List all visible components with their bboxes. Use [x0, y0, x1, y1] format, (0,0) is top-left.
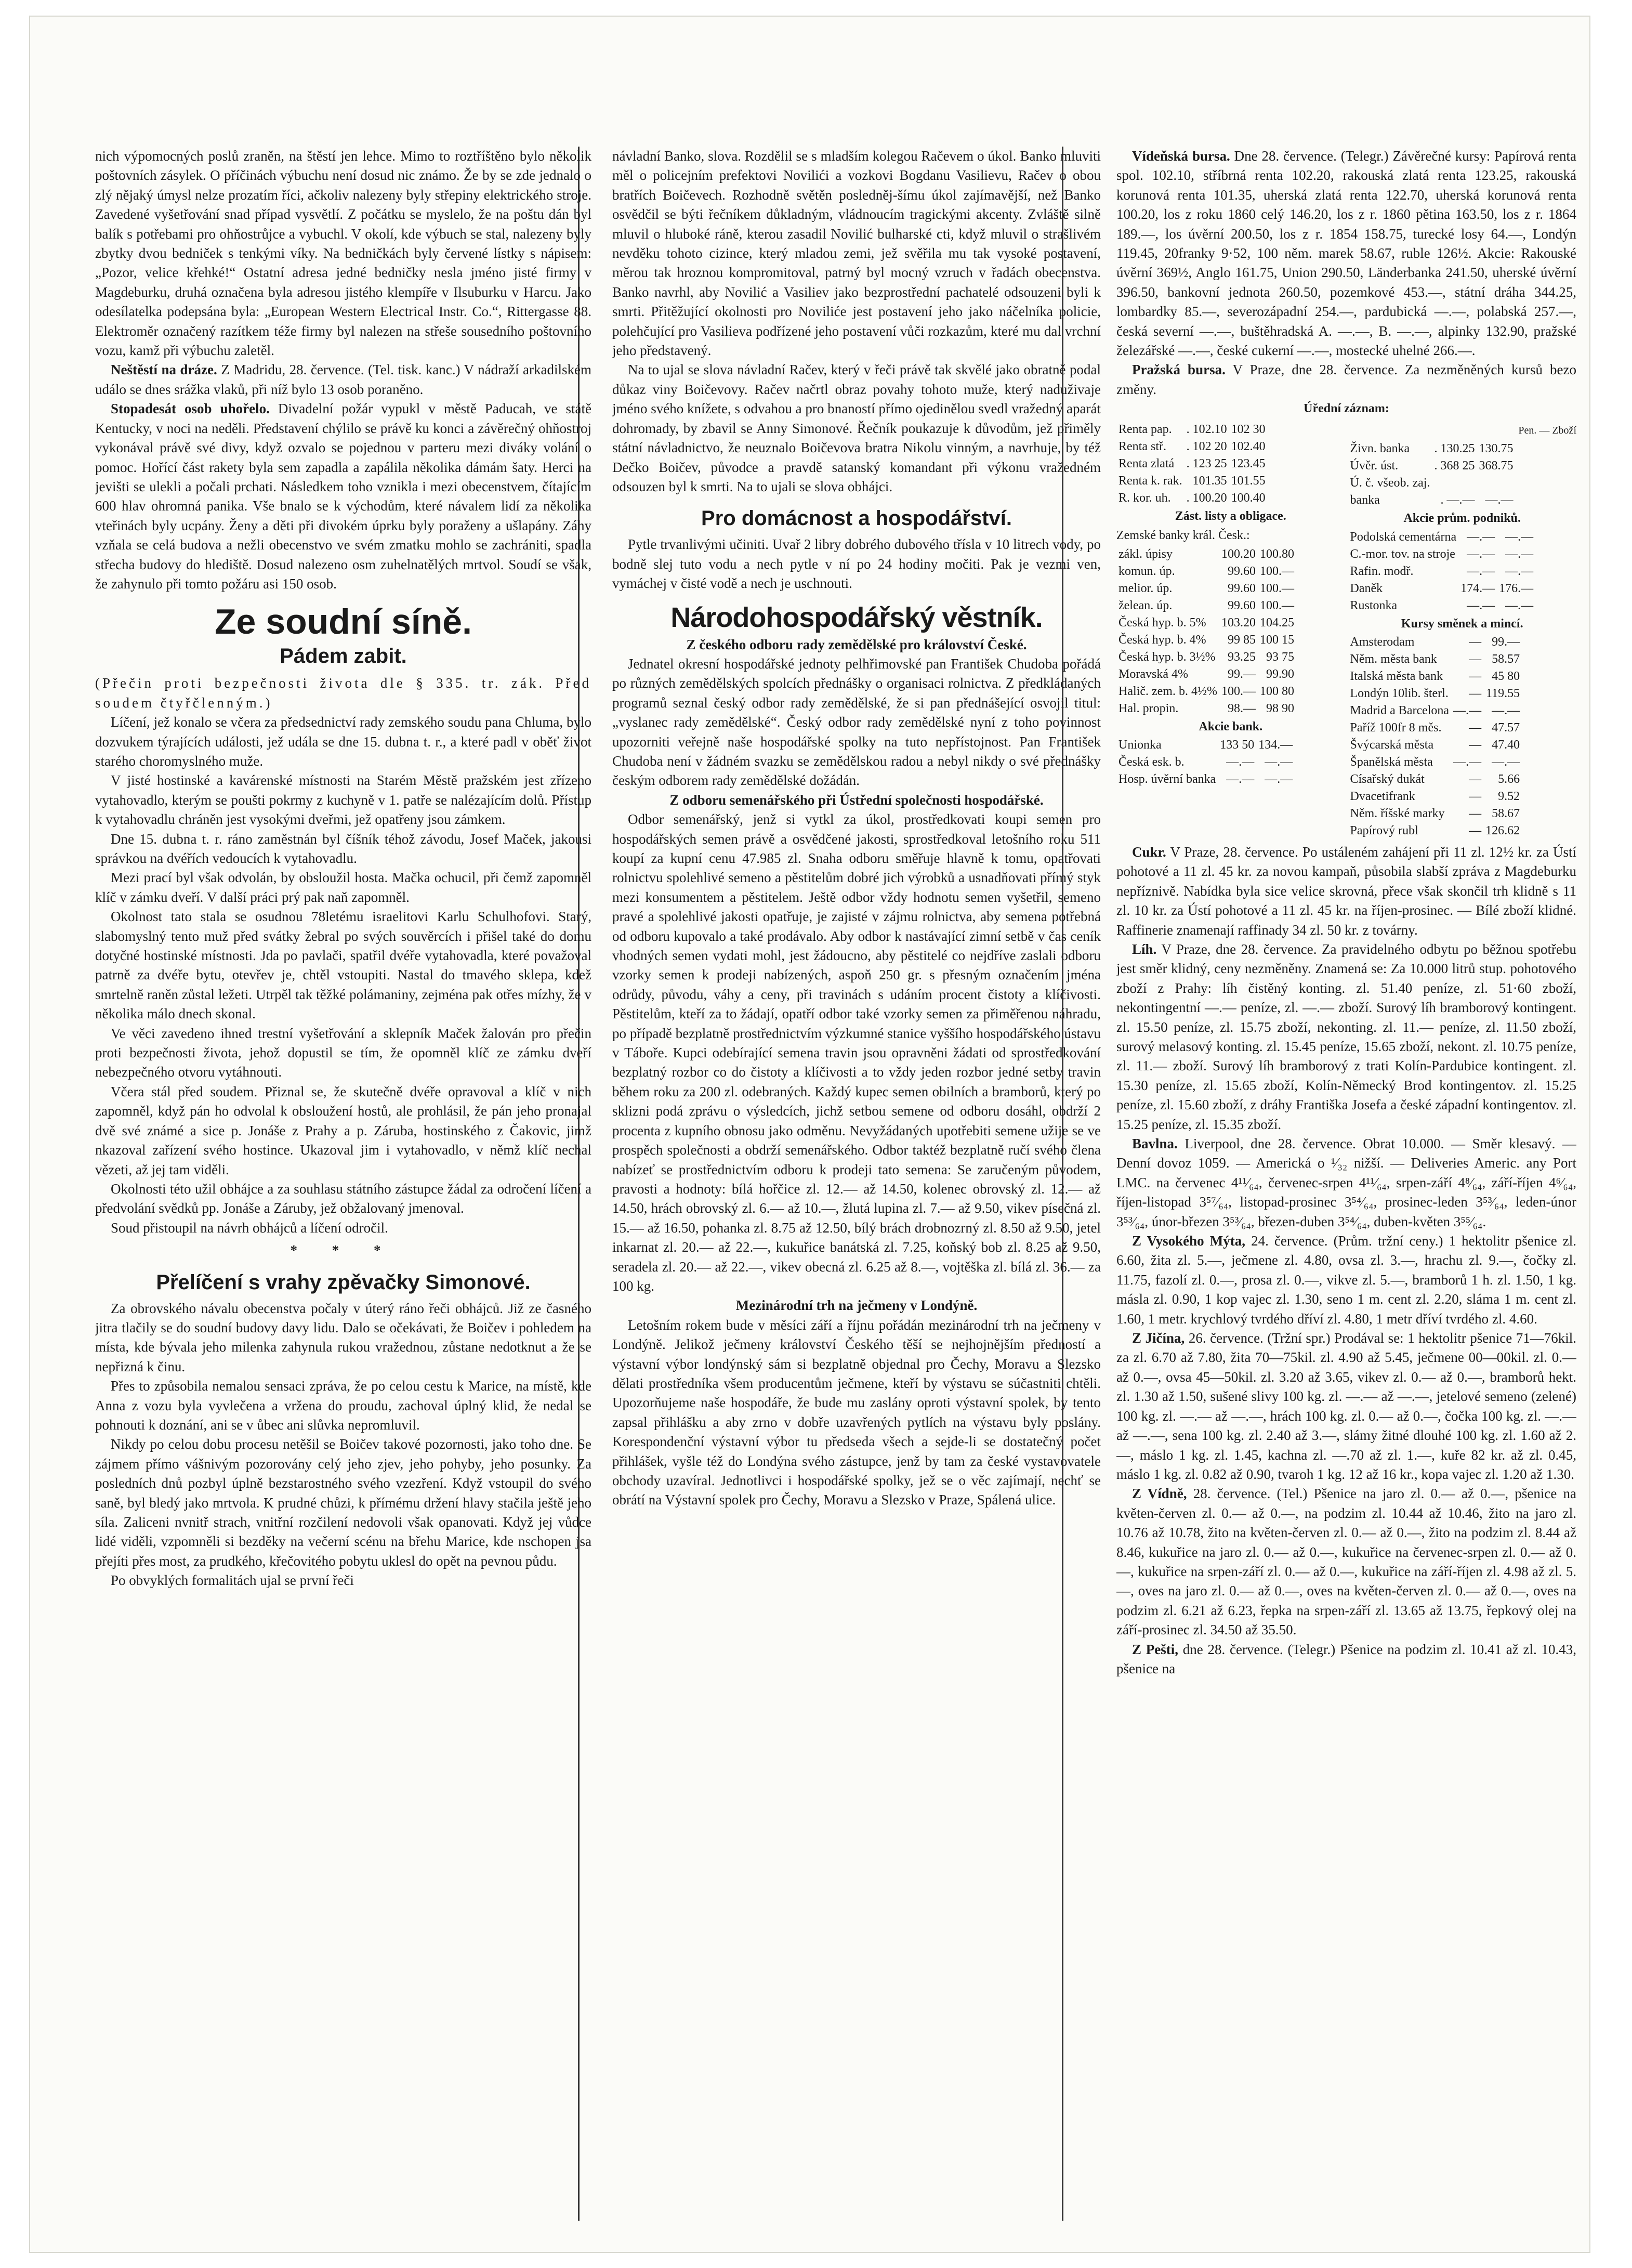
report-title: Z Pešti, [1132, 1641, 1178, 1657]
row-value: . 100.20 [1186, 491, 1227, 505]
report-title: Líh. [1132, 941, 1157, 957]
row-value: —.— [1265, 772, 1293, 786]
table-row [1348, 634, 1522, 651]
market-report [1116, 940, 1576, 1134]
row-label: Česká hyp. b. 5% [1118, 615, 1206, 630]
report-text: V Praze, dne 28. července. Za pravidelného odbytu po běžnou spotřebu jest směr klidný, ceny nezměněny. Znamená se: Za 10.000 litrů stup. pohotového zboží z Prahy: líh čistěný konting. zl. 51.40 peníze, zl. 51·60 zboží, nekontingentní —.— peníze, zl. —.— zboží. Surový líh bramborový kontingent. zl. 15.50 peníze, zl. 15.75 zboží, nekonting. zl. 11.— peníze, zl. 11.50 zboží, surový melasový konting. zl. 15.45 peníze, 15.65 zboží, nekont. zl. 10.75 peníze, zl. 11.— zboží. Surový líh bramborový z trati Kolín-Pardubice kontingent. zl. 15.30 peníze, zl. 15.65 zboží, Kolín-Německý Brod kontingentov. zl. 15.25 peníze, zl. 15.60 zboží, z dráhy Františka Josefa a české západní kontingentov. zl. 15.25 peníze, zl. 15.35 zboží. [1116, 941, 1576, 1132]
row-value: 134.— [1258, 738, 1293, 752]
row-value: 102 30 [1231, 422, 1266, 436]
row-value [1432, 475, 1477, 492]
table-row [1116, 771, 1295, 788]
row-value: 368.75 [1479, 459, 1513, 473]
market-report [1116, 843, 1576, 940]
row-value: 176.— [1499, 581, 1534, 595]
market-report [1116, 147, 1576, 360]
row-label: Rustonka [1350, 598, 1398, 612]
row-value: — [1469, 669, 1482, 683]
table-row [1348, 754, 1522, 771]
market-report [1116, 1134, 1576, 1231]
row-value: 104.25 [1259, 615, 1294, 630]
row-value: 93 75 [1266, 650, 1294, 664]
table-row [1348, 737, 1522, 754]
article-paragraph: Soud přistoupil na návrh obhájců a líčení odročil. [111, 1220, 388, 1236]
report-text: V Praze, dne 28. července. Za nezměněných kursů bezo změny. [1116, 362, 1576, 397]
row-label: Něm. města bank [1350, 652, 1437, 666]
row-value: 100.— [1221, 684, 1256, 698]
article-heading: Přelíčení s vrahy zpěvačky Simonové. [156, 1270, 531, 1294]
table-row [1348, 668, 1522, 685]
row-value: 99.— [1227, 667, 1256, 681]
brief-text: Z Madridu, 28. července. (Tel. tisk. kanc.) V nádraží arkadilském událo se dnes srážka vlaků, při níž bylo 13 osob poraněno. [95, 362, 591, 397]
row-value: . 123 25 [1186, 456, 1227, 470]
bank-table [1116, 737, 1295, 788]
article-paragraph: V jisté hostinské a kavárenské místnosti na Starém Městě pražském jest zřízeno vytahovadlo, kterým se poušti pokrmy z kuchyně v 1. patře se nalézajícím dolů. Přístup k vytahovadlu chráněn jest vysokými dveřmi, jež opatřeny jsou zámkem. [95, 772, 591, 828]
row-value: — [1469, 772, 1482, 786]
row-label: Renta zlatá [1118, 456, 1175, 470]
market-report [1116, 360, 1576, 399]
row-value: —.— [1453, 703, 1482, 717]
table-row [1116, 649, 1296, 666]
row-value: 98.— [1227, 701, 1256, 715]
row-value: —.— [1505, 530, 1534, 544]
row-label: Hal. propin. [1118, 701, 1179, 715]
table-row [1348, 651, 1522, 668]
rates-table-right [1348, 440, 1516, 509]
table-row [1348, 440, 1516, 457]
table-row [1116, 700, 1296, 717]
table-row [1348, 563, 1536, 580]
article-paragraph: Dne 15. dubna t. r. ráno zaměstnán byl číšník téhož závodu, Josef Maček, jakousi správkou na dvéřích vedoucích k vytahovadlu. [95, 831, 591, 866]
row-value: — [1469, 720, 1482, 735]
table-row [1116, 546, 1296, 563]
row-label: C.-mor. tov. na stroje [1350, 547, 1455, 561]
table-row [1348, 822, 1522, 840]
row-label: Italská města bank [1350, 669, 1443, 683]
table-row [1348, 492, 1516, 509]
row-label: Živn. banka [1350, 442, 1410, 456]
row-value: 174.— [1460, 581, 1495, 595]
section-heading: Ze soudní síně. [215, 602, 472, 642]
table-row [1116, 614, 1296, 632]
article-paragraph: Jednatel okresní hospodářské jednoty pelhřimovské pan František Chudoba pořádá po různých zemědělských spolcích přednášky o organisaci rolnictva. Z předkládaných programů seznal český odbor rady zemědělské, že si pan přednášející osvojil titul: „vyslanec rady zemědělské“. Český odbor rady zemědělské nyní z toho povinnost upozorniti veřejně naše hospodářské spolky na tuto nepřístojnost. Pan František Chudoba není v žádném svazku se zemědělskou radou a nebyl nikdy o své přednášky českým odborem rady zemědělské dožádán. [612, 656, 1101, 789]
table-row [1348, 529, 1536, 546]
table-row [1116, 683, 1296, 700]
table-row [1348, 805, 1522, 822]
report-text: Liverpool, dne 28. července. Obrat 10.000. — Směr klesavý. — Denní dovoz 1059. — Americká o ¹⁄₃₂ nižší. — Deliveries Americ. any Port LMC. na červenec 4¹¹⁄₆₄, červenec-srpen 4¹¹⁄₆₄, srpen-září 4⁸⁄₆₄, září-říjen 4⁶⁄₆₄, říjen-listopad 3⁵⁷⁄₆₄, listopad-prosinec 3⁵⁴⁄₆₄, prosinec-leden 3⁵³⁄₆₄, leden-únor 3⁵³⁄₆₄, únor-březen 3⁵³⁄₆₄, březen-duben 3⁵⁴⁄₆₄, duben-květen 3⁵⁵⁄₆₄. [1116, 1136, 1576, 1229]
row-value: 58.67 [1492, 806, 1520, 820]
table-row [1348, 788, 1522, 805]
row-label: Podolská cementárna [1350, 530, 1457, 544]
section-heading: Národohospodářský věstník. [670, 601, 1043, 633]
report-title: Z Jičína, [1132, 1330, 1185, 1346]
table-row [1116, 632, 1296, 649]
row-value: 100.20 [1221, 547, 1256, 561]
row-value: — [1469, 635, 1482, 649]
row-value: 102.40 [1231, 439, 1266, 453]
row-label: Úvěr. úst. [1350, 459, 1399, 473]
rates-table [1116, 421, 1268, 507]
table-row [1348, 580, 1536, 597]
row-label: banka [1350, 493, 1380, 507]
table-heading: Akcie prům. podniků. [1403, 512, 1521, 526]
table-row [1116, 580, 1296, 597]
row-label: Česká hyp. b. 4% [1118, 633, 1206, 647]
column-header: Pen. — Zboží [1518, 424, 1576, 436]
row-value: 100 15 [1259, 633, 1294, 647]
article-paragraph: Včera stál před soudem. Přiznal se, že skutečně dvéře opravoval a klíč v nich zapomněl, když pán ho odvolal k obsloužení hostů, ale prohlásil, že pán jeho pronajal dvě své známé a sice p. Jonáše z Prahy a p. Záruba, hostinského z Čakovic, jimž nkazoval zařízení svého hostince. Ukazoval jim i vytahovadlo, v němž klíč nechal vězeti, až jej tam viděli. [95, 1083, 591, 1177]
row-label: Londýn 10lib. šterl. [1350, 686, 1449, 700]
fx-table [1348, 634, 1522, 840]
row-label: komun. úp. [1118, 564, 1175, 578]
market-report [1116, 1640, 1576, 1679]
table-heading: Akcie bank. [1199, 719, 1263, 733]
row-value: 99.60 [1227, 581, 1256, 595]
row-value: —.— [1467, 547, 1495, 561]
row-value: —.— [1467, 598, 1495, 612]
news-brief [95, 399, 591, 594]
column-2 [612, 147, 1101, 2226]
section-heading: Pro domácnost a hospodářství. [701, 507, 1012, 530]
article-heading: Z odboru semenářského při Ústřední společnosti hospodářské. [669, 792, 1044, 808]
report-title: Vídeňská bursa. [1132, 148, 1230, 164]
row-value: — [1469, 686, 1482, 700]
industry-table [1348, 529, 1536, 614]
row-value: 47.57 [1492, 720, 1520, 735]
row-value: 130.75 [1479, 442, 1513, 456]
article-paragraph: Přes to způsobila nemalou sensaci zpráva, že po celou cestu k Marice, na místě, kde Anna z vozu byla vyvlečena a vržena do proudu, zachoval úplný klid, že nedal se pohnouti k doznání, ani se v ůbec ani slůvka nepromluvil. [95, 1378, 591, 1433]
row-value: —.— [1505, 598, 1534, 612]
table-heading: Zást. listy a obligace. [1175, 509, 1286, 523]
article-heading: Pádem zabit. [280, 645, 407, 668]
article-paragraph: Okolnosti této užil obhájce a za souhlasu státního zástupce žádal za odročení líčení a předvolání svědků pp. Jonáše a Záruby, jež obžalovaný jmenoval. [95, 1181, 591, 1216]
row-label: melior. úp. [1118, 581, 1173, 595]
article-paragraph: Odbor semenářský, jenž si vytkl za úkol, prostředkovati koupi semen pro hospodářských semen právě a osvědčené jakosti, sprostředkoval letošního roku 511 koupí za kupní cenu 47.985 zl. Snaha odboru směřuje hlavně k tomu, opatřovati rolnictvu spolehlivé semeno a pěstitelům dobré jich výrobků a usnadňovati přímý styk mezi konsumentem a pěstitelem. Ještě odbor vždy hodnotu semen vyšetřil, semeno pravé a spolehlivé jakosti opatřuje, je zajisté v zájmu rolnictva, aby semena potřebná od odboru kupovalo a také prodávalo. Aby odbor k nastávající zimní setbě v čas ceník vhodných semen vydati mohl, jest žádoucno, aby pěstitelé co nejdříve zaslali odboru vzorky semen k prodeji nabízených, aspoň 250 gr. s přesným označením jména odrůdy, původu, váhy a ceny, při travinách s udáním procent čistoty a klíčivosti. Pěstitelům, kteří za to žádají, opatří odbor také vzorky semen za přiměřenou náhradu, po případě bezplatně prostřednictvím výzkumné stanice vyššího hospodářského ústavu v Táboře. Kupci odebírající semena travin jsou opravněni žádati od sprostředkování bezplatný rozbor co do čistoty a klíčivosti a to vždy jeden rozbor jedné setby travin během roku za 200 zl. odebraných. Každý kupec semen obilních a bramborů, který po sklizni podá zprávu o výsledcích, jichž setbou semene od odboru dosáhl, obdrží 2 procenta z kupního obnosu jako odměnu. Nevyžádaných upotřebiti semene užije se ve prospěch společnosti a obdrží semenářského. Odbor taktéž bezplatně ručí svého člena nabízeť se prostřednictvím odboru k prodeji tato semena: Se zaručeným původem, pravosti a hodnoty: bílá hořčice zl. 12.— až 14.50, kolenec obrovský zl. 12.— až 14.50, hrách obrovský zl. 6.— až 10.—, žlutá lupina zl. 7.— až 9.50, vikev písečná zl. 15.— až 16.50, pohanka zl. 8.75 až 12.50, bílý brách drobnozrný zl. 8.50 až 9.50, jetel inkarnat zl. 20.— až 22.—, kukuřice banátská zl. 7.25, koňský bob zl. 8.25 až 9.50, seradela zl. 20.— až 22.—, vikev obecná zl. 6.25 až 8.—, vojtěška zl. bílá zl. 36.— za 100 kg. [612, 811, 1101, 1294]
bonds-table [1116, 546, 1296, 717]
row-label: Císařský dukát [1350, 772, 1425, 786]
article-heading: Z českého odboru rady zemědělské pro království České. [686, 636, 1027, 652]
article-paragraph: nich výpomocných poslů zraněn, na štěstí jen lehce. Mimo to roztříštěno bylo několik poštovních zásylek. O příčinách výbuchu není dosud nic známo. Že by se zde jednalo o zlý nějaký úmysl nelze prozatím říci, ačkoliv nalezeny byly střepiny elektrického stroje. Zavedené vyšetřování snad případ vysvětlí. Z počátku se myslelo, že na poštu dán byl balík s potřebami pro ohňostrůjce a vybuchl. V okolí, kde výbuch se stal, nalezeny byly zbytky dvou bedniček s tenkými víky. Na bedničkách byly červené lístky s nápisem: „Pozor, velice křehké!“ Ostatní adresa jedné bedničky nesla jméno jisté firmy v Magdeburku, druhá označena byla adresou jistého klempíře v Ilsuburku v Harcu. Jako odesílatelka podepsána byla: „European Western Electrical Instr. Co.“, Rittergasse 88. Elektroměr označený razítkem téže firmy byl nalezen na střeše sousedního poštovního vozu, kamž při výbuchu zaletěl. [95, 148, 591, 359]
row-value: 101.35 [1192, 474, 1227, 488]
row-label: Česká hyp. b. 3½% [1118, 650, 1216, 664]
table-heading: Úřední záznam: [1304, 402, 1389, 416]
row-value: . —.— [1440, 493, 1475, 507]
market-report [1116, 1484, 1576, 1640]
row-label: Španělská města [1350, 755, 1433, 769]
row-value: . 102.10 [1186, 422, 1227, 436]
row-value: —.— [1265, 755, 1293, 769]
report-text: 26. července. (Tržní spr.) Prodával se: 1 hektolitr pšenice 71—76kil. za zl. 6.70 až 7.80, žita 70—75kil. zl. 4.90 až 5.45, ječmene 00—00kil. zl. 0.— až 0.—, ovsa 45—50kil. zl. 3.20 až 3.65, vikev zl. 0.— až 0.—, bramborů hekt. zl. 1.30 až 1.50, sušené slivy 100 kg. zl. —.— až —.—, jetelové semeno (zelené) 100 kg. zl. —.— až —.—, hrách 100 kg. zl. 0.— až 0.—, čočka 100 kg. zl. —.— až —.—, sena 100 kg. zl. 2.40 až 3.—, slámy žitné dlouhé 100 kg. zl. 1.60 až 2.—, máslo 1 kg. zl. 1.45, kachna zl. —.70 až zl. 1.—, kuře 82 kr. až zl. 0.45, máslo 1 kg. zl. 0.82 až 0.90, tvaroh 1 kg. 12 až 16 kr., kopa vajec zl. 1.20 až 1.30. [1116, 1330, 1576, 1482]
table-row [1116, 754, 1295, 771]
table-row [1116, 666, 1296, 683]
row-value: 100.— [1259, 598, 1294, 612]
row-value: 9.52 [1498, 789, 1520, 803]
news-brief [95, 360, 591, 399]
article-paragraph: Okolnost tato stala se osudnou 78letému israelitovi Karlu Schulhofovi. Starý, slabomyslný tento muž před svátky žebral po svých souvěrcích i přišel také do domu dotyčné hostinské místnosti. Jda po pavlači, spatřil dvéře vytahovadla, které považoval patrně za dvéře bytu, otevřev je, chtěl vstoupiti. Nastal do tmavého sklepa, kdež smrtelně raněn zůstal ležeti. Utrpěl tak těžké polámaniny, zejména pak otřes mízhy, že v několika málo dnech skonal. [95, 909, 591, 1022]
article-paragraph: Ve věci zavedeno ihned trestní vyšetřování a sklepník Maček žalován pro přečin proti bezpečnosti života, jehož dopustil se tím, že opomněl klíč ze zámku dveří nebezpečného otvoru vytáhnouti. [95, 1025, 591, 1080]
row-value: —.— [1492, 755, 1520, 769]
table-row [1116, 597, 1296, 614]
table-row [1116, 490, 1268, 507]
row-value: 99.60 [1227, 564, 1256, 578]
report-title: Bavlna. [1132, 1136, 1178, 1151]
row-value: 126.62 [1485, 823, 1520, 837]
row-label: Dvacetifrank [1350, 789, 1415, 803]
row-label: želean. úp. [1118, 598, 1173, 612]
table-intro: Zemské banky král. Česk.: [1116, 529, 1250, 543]
table-row [1348, 771, 1522, 788]
table-heading: Kursy směnek a mincí. [1401, 617, 1523, 631]
row-value: —.— [1226, 755, 1255, 769]
row-value: —.— [1485, 493, 1513, 507]
table-row [1348, 475, 1516, 492]
article-intro: (Přečin proti bezpečnosti života dle § 335. tr. zák. Před soudem čtyřčlenným.) [95, 675, 591, 711]
article-paragraph: Za obrovského návalu obecenstva počaly v úterý ráno řeči obhájců. Již ze časného jitra tlačily se do soudní budovy davy lidu. Dalo se očekávati, že Boičev i pohledem na místa, kde bývala jeho milenka zahynula rukou vražednou, zůstane nedotknut a že se nepřizná k činu. [95, 1300, 591, 1374]
table-row [1348, 597, 1536, 614]
row-label: zákl. úpisy [1118, 547, 1173, 561]
row-value: 100 80 [1259, 684, 1294, 698]
row-label: Halič. zem. b. 4½% [1118, 684, 1217, 698]
row-value: 123.45 [1231, 456, 1266, 470]
report-title: Pražská bursa. [1132, 362, 1226, 378]
row-label: Česká esk. b. [1118, 755, 1184, 769]
row-label: Madrid a Barcelona [1350, 703, 1450, 717]
row-value: . 102 20 [1186, 439, 1227, 453]
column-3 [1116, 147, 1576, 2226]
article-paragraph: návladní Banko, slova. Rozdělil se s mladším kolegou Račevem o úkol. Banko mluviti měl o policejním prefektovi Novilići a vozkovi Bogdanu Vasilievu, Račev o obou bratřích Boičevech. Rozhodně světěn posledněj-šímu úkol zajímavější, než Banko osvědčil se býti řečníkem důkladným, vládnoucím tragickými akcenty. Zvláště silně mluvil o hluboké ráně, kterou zasadil Novilić bulharské cti, když mluvil o strašlivém nevděku tohoto cizince, který mladou zemi, jež svěřila mu tak vysoké postavení, měrou tak hroznou kompromitoval, patrný byl mocný vzruch v řadách obecenstva. Banko navrhl, aby Novilić a Vasiliev jako bezprostřední pachatelé odsouzeni byli k smrti. Přitěžující okolnosti pro Noviliće jest postavení jeho jako náčelníka policie, polehčující pro Vasilieva podřízené jeho postavení vůči rozkazům, které mu dal vrchní jeho představený. [612, 148, 1101, 359]
table-row [1348, 702, 1522, 719]
row-value: 45 80 [1492, 669, 1520, 683]
row-value: — [1469, 652, 1482, 666]
report-text: 28. července. (Tel.) Pšenice na jaro zl. 0.— až 0.—, pšenice na květen-červen zl. 0.— až 0.—, na podzim zl. 10.44 až 10.46, žito na jaro zl. 10.76 až 10.78, žito na květen-červen zl. 0.— až 0.—, žito na podzim zl. 8.44 až 8.46, kukuřice na jaro zl. 0.— až 0.—, kukuřice na červenec-srpen zl. 0.— až 0.—, kukuřice na srpen-září zl. 0.— až 0.—, kukuřice na září-říjen zl. 4.98 až zl. 5.—, oves na jaro zl. 0.— až 0.—, oves na květen-červen zl. 0.— až 0.—, oves na podzim zl. 6.21 až 6.23, řepka na srpen-září zl. 13.65 až 13.75, řepkový olej na září-prosinec zl. 34.50 až 35.50. [1116, 1486, 1576, 1638]
row-value: —.— [1453, 755, 1482, 769]
row-value: 99.60 [1227, 598, 1256, 612]
row-value: —.— [1467, 530, 1495, 544]
report-text: V Praze, 28. července. Po ustáleném zahájení při 11 zl. 12½ kr. za Ústí pohotové a 11 zl. 45 kr. za novou kampaň, působila slabší zpráva z Magdeburku nepříznivě. Nabídka byla sice velice skrovná, přece však skončil trh klidně s 11 zl. 10 kr. za Ústí pohotové a 11 zl. 45 kr. na říjen-prosinec. — Bílé zboží klidné. Raffinerie znamenají raffinady 34 zl. 50 kr. z továrny. [1116, 844, 1576, 938]
brief-title: Stopadesát osob uhořelo. [111, 401, 270, 417]
table-row [1348, 457, 1516, 475]
table-row [1116, 438, 1268, 455]
row-value: 98 90 [1266, 701, 1294, 715]
row-label: Renta k. rak. [1118, 474, 1182, 488]
row-value: —.— [1505, 564, 1534, 578]
row-value: 47.40 [1492, 738, 1520, 752]
table-row [1116, 563, 1296, 580]
table-row [1348, 719, 1522, 737]
row-value: —.— [1226, 772, 1255, 786]
row-value: — [1469, 738, 1482, 752]
article-paragraph: Nikdy po celou dobu procesu netěšil se Boičev takové pozornosti, jako toho dne. Se zájmem přímo vášnivým pozorovány celý jeho zjev, jeho pohyby, jeho posunky. Za posledních dnů pozbyl úplně bezstarostného svého vzezření. Když vstoupil do svého saně, byl bledý jako mrtvola. K prudné chůzi, k přímému držení hlavy stačila ještě jeho síla. Zaliceni nvnitř strach, vnitřní rozčilení nedovoli však opanovati. Když jej vůdce lidé viděli, vzpomněli si bezděky na večerní scénu na břehu Marice, kde nschopen jsa přejíti přes most, za prudkého, křečovitého pobytu uklesl do opět na pevnou půdu. [95, 1436, 591, 1569]
report-title: Z Vídně, [1132, 1486, 1187, 1502]
row-value: —.— [1492, 703, 1520, 717]
article-paragraph: Mezi prací byl však odvolán, by obsloužil hosta. Mačka ochucil, při čemž zapomněl klíč v zámku dveří. V další práci prý pak naň zapomněl. [95, 870, 591, 905]
brief-title: Neštěstí na dráze. [111, 362, 217, 378]
row-value: —.— [1467, 564, 1495, 578]
column-1 [95, 147, 591, 2226]
row-value: 101.55 [1231, 474, 1266, 488]
market-report [1116, 1329, 1576, 1484]
article-paragraph: Na to ujal se slova návladní Račev, který v řeči právě tak skvělé jako obratně podal důkaz viny Boičevovy. Račev načrtl obraz povahy tohoto muže, který naduživaje jméno svého knížete, s odvahou a pro bnaností přímo ojedinělou svedl vražedný aparát dohromady, by zbavil se Anny Simonové. Řečník poukazuje k důvodům, jež přiměly státní návladnictvo, že neuznalo Boičevova bratra Nikolu vinným, a navrhuje, by též Dečko Boičev, původce a pravdě satanský komandant při výkonu vražedném odsouzen byl k smrti. Na to ujali se slova obhájci. [612, 362, 1101, 494]
row-label: Něm. říšské marky [1350, 806, 1445, 820]
table-row [1116, 421, 1268, 438]
row-value: —.— [1505, 547, 1534, 561]
table-row [1348, 685, 1522, 702]
row-value: — [1469, 823, 1482, 837]
row-value: 100.— [1259, 581, 1294, 595]
row-value: 133 50 [1220, 738, 1255, 752]
row-label: Amsterodam [1350, 635, 1415, 649]
report-text: 24. července. (Prům. tržní ceny.) 1 hektolitr pšenice zl. 6.60, žita zl. 5.—, ječmene zl. 4.80, ovsa zl. 3.—, hrachu zl. 9.—, čočky zl. 11.75, fazolí zl. 0.—, prosa zl. 0.—, vikve zl. 5.—, bramborů 1 h. zl. 1.50, 1 kg. másla zl. 0.90, 1 kop vajec zl. 1.30, seno 1 m. cent zl. 2.20, sláma 1 m. cent zl. 1.60, 1 metr. krychlový tvrdého dříví zl. 4.80, 1 metr dříví tvrdého zl. 4.60. [1116, 1233, 1576, 1327]
row-label: Unionka [1118, 738, 1162, 752]
row-label: R. kor. uh. [1118, 491, 1171, 505]
report-text: dne 28. července. (Telegr.) Pšenice na podzim zl. 10.41 až zl. 10.43, pšenice na [1116, 1641, 1576, 1676]
row-value: 100.— [1259, 564, 1294, 578]
table-row [1116, 737, 1295, 754]
row-value: 99.90 [1266, 667, 1294, 681]
row-value: 99.— [1492, 635, 1520, 649]
article-heading: Mezinárodní trh na ječmeny v Londýně. [735, 1297, 978, 1314]
row-value: 119.55 [1485, 686, 1520, 700]
row-label: Renta pap. [1118, 422, 1172, 436]
row-value: . 130.25 [1434, 442, 1475, 456]
table-row [1116, 455, 1268, 473]
report-title: Cukr. [1132, 844, 1166, 860]
row-value: 93.25 [1227, 650, 1256, 664]
market-report [1116, 1231, 1576, 1329]
article-paragraph: Pytle trvanlivými učiniti. Uvař 2 libry dobrého dubového třísla v 10 litrech vody, po bodně slej tuto vodu a nech pytle v ní po 24 hodiny močiti. Pak je vezmi ven, vymáchej v čisté vodě a nech je uschnouti. [612, 536, 1101, 592]
row-label: Daněk [1350, 581, 1383, 595]
row-value: 5.66 [1498, 772, 1520, 786]
article-paragraph: Líčení, jež konalo se včera za předsednictví rady zemského soudu pana Chluma, bylo dozvukem týrajících události, jež udála se dne 15. dubna t. r., a které padl v oběť život starého choromyslného muže. [95, 714, 591, 769]
row-value: — [1469, 789, 1482, 803]
row-label: Hosp. úvěrní banka [1118, 772, 1216, 786]
row-value: 100.40 [1231, 491, 1266, 505]
brief-text: Divadelní požár vypukl v městě Paducah, ve státě Kentucky, v noci na neděli. Představení chýlilo se právě ku konci a závěrečný ohňostroj vykonával právě své divy, když ozvalo se pojednou v parteru mezi diváky volání o pomoc. Hořící část rakety byla sem zapadla a zapálila několika dámám šaty. Herci na jevišti se ulekli a počali prchati. Následkem toho vznikla i mezi obecenstvem, čítajícím 600 hlav ohromná panika. Vše bnalo se k východům, které návalem lidí za několika vteřinách byly ucpány. Ženy a děti při divokém úprku byly poraženy a ušlapány. Záhy vzňala se celá budova a nežli obecenstvo ve svém zmatku mohlo se zachrániti, spadla střecha budovy do hlediště. Dosud nalezeno osm zuhelnatělých mrtvol. Soudí se však, že zahynulo při tomto požáru asi 150 osob. [95, 401, 591, 592]
row-value: 100.80 [1259, 547, 1294, 561]
article-paragraph: Letošním rokem bude v měsíci září a říjnu pořádán mezinárodní trh na ječmeny v Londýně. Jelikož ječmeny království Českého těší se nejhojnějším předností a výstavní výbor londýnský sám si bezplatně objednal pro Čechy, Moravu a Slezsko dělati prostředníka všem producentům ječmene, kteří by výstavu se súčastniti chtěli. Upozorňujeme naše hospodáře, že bude mu zaslány oproti výstavní spolek, by tento zapsal přihlášku a aby zrno v dobře uzavřených pytlích na výstavu byly poslány. Korespondenční výstavní výbor tu předseda všech a sejde-li se dostatečný počet přihlášek, vyšle též do Londýna svého zástupce, jenž by tam za české vystavovatele obchody uzavíral. Jednotlivci i hospodářské spolky, jež se o věc zajímají, nechť se obrátí na Výstavní spolek pro Čechy, Moravu a Slezsko v Praze, Spálená ulice. [612, 1317, 1101, 1508]
report-text: Dne 28. července. (Telegr.) Závěrečné kursy: Papírová renta spol. 102.10, stříbrná renta 102.20, rakouská zlatá renta 123.25, rakouská korunová renta 101.35, uherská zlatá renta 122.70, uherská korunová renta 100.20, los z roku 1860 celý 146.20, los z r. 1860 pětina 163.50, los z r. 1864 189.—, los úvěrní 200.50, los z r. 1854 158.75, turecké losy 64.—, Londýn 119.45, 20franky 9·52, 100 něm. marek 58.67, ruble 126½. Akcie: Rakouské úvěrní 369½, Anglo 161.75, Union 290.50, Länderbanka 241.50, uherské úvěrní 396.50, bankovní jednota 260.50, pozemkové 453.—, státní dráha 344.25, lombardky 85.—, severozápadní 254.—, pardubická —.—, polabská 257.—, česká severní —.—, buštěhradská A. —.—, B. —.—, alpinky 132.90, pražské železářské —.—, české cukerní —.—, mostecké uhelné 266.—. [1116, 148, 1576, 359]
row-value: — [1469, 806, 1482, 820]
row-value [1477, 475, 1515, 492]
newspaper-page [29, 16, 1590, 2253]
separator-stars: * * * [290, 1242, 397, 1258]
article-paragraph: Po obvyklých formalitách ujal se první řeči [111, 1572, 354, 1589]
row-label: Renta stř. [1118, 439, 1166, 453]
row-label: Švýcarská města [1350, 738, 1434, 752]
table-row [1348, 546, 1536, 563]
row-label: Rafin. modř. [1350, 564, 1414, 578]
row-value: . 368 25 [1434, 459, 1475, 473]
row-value: 103.20 [1221, 615, 1256, 630]
row-label: Moravská 4% [1118, 667, 1188, 681]
row-label: Ú. č. všeob. zaj. [1350, 476, 1430, 490]
row-label: Paříž 100fr 8 měs. [1350, 720, 1442, 735]
row-label: Papírový rubl [1350, 823, 1418, 837]
rates-table-block [1116, 421, 1576, 840]
row-value: 99 85 [1227, 633, 1256, 647]
table-row [1116, 473, 1268, 490]
row-value: 58.57 [1492, 652, 1520, 666]
report-title: Z Vysokého Mýta, [1132, 1233, 1245, 1249]
